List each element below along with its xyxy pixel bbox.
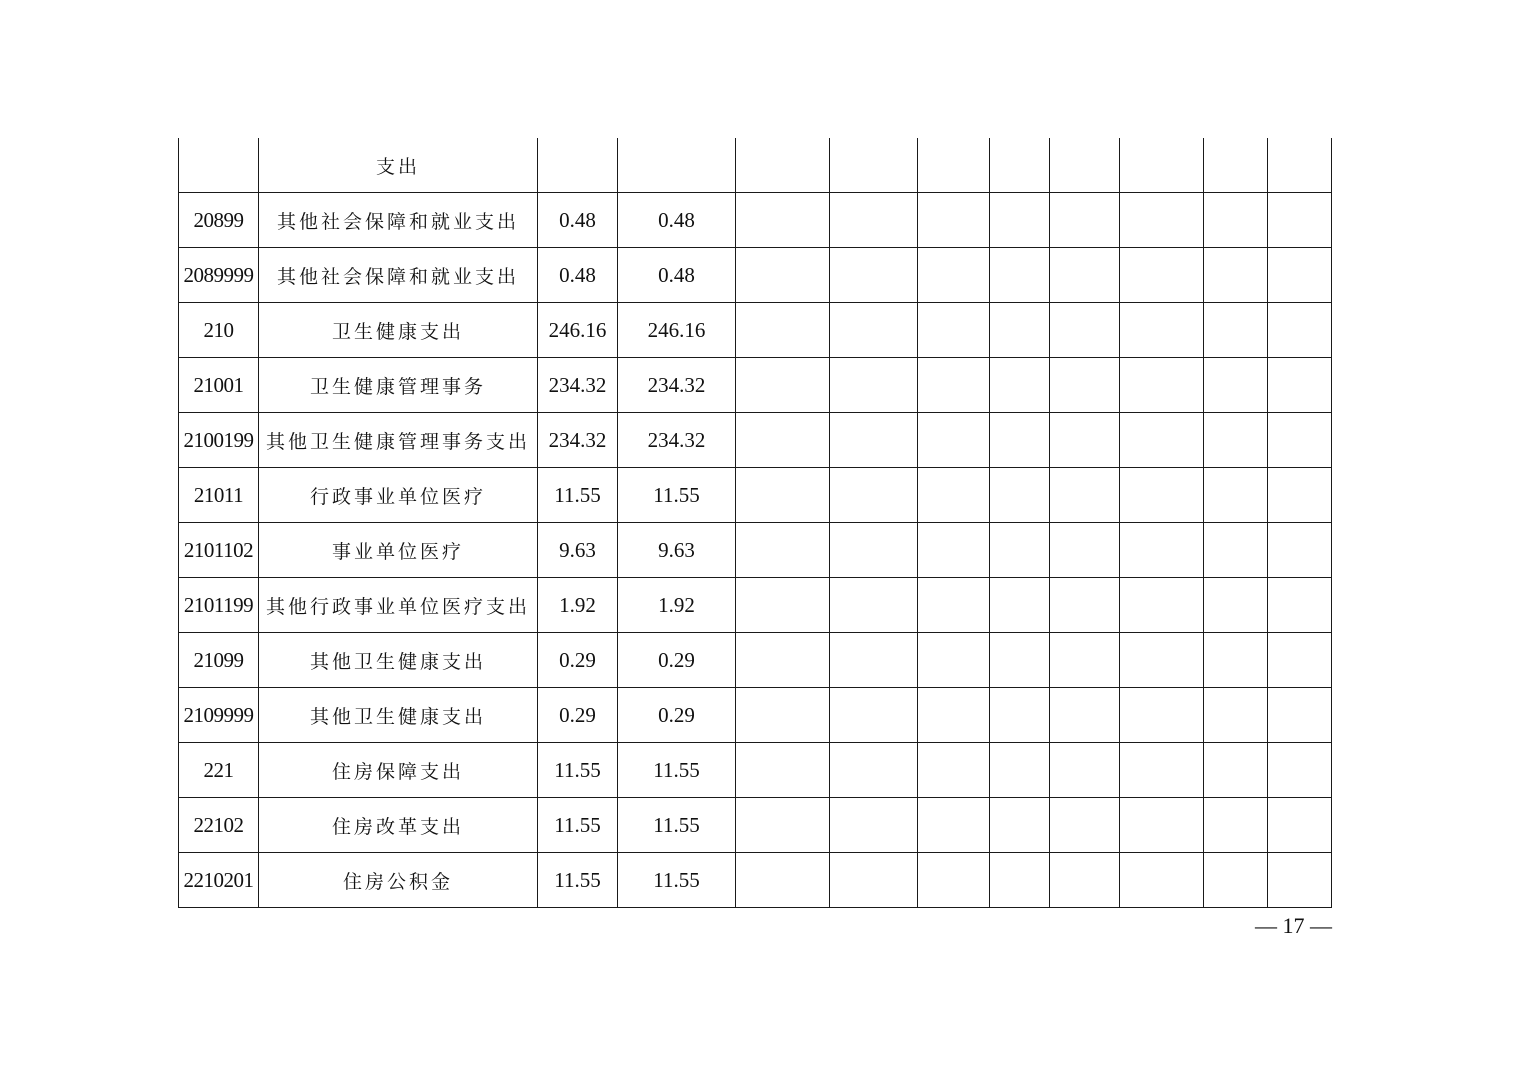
basic-expenditure-cell: 0.48 <box>618 248 736 303</box>
empty-cell <box>1204 358 1268 413</box>
subject-name-cell: 其他卫生健康管理事务支出 <box>259 413 538 468</box>
empty-cell <box>1268 138 1332 193</box>
basic-expenditure-cell: 1.92 <box>618 578 736 633</box>
basic-expenditure-cell: 11.55 <box>618 468 736 523</box>
empty-cell <box>1050 248 1120 303</box>
empty-cell <box>736 523 830 578</box>
subject-name-cell: 行政事业单位医疗 <box>259 468 538 523</box>
subject-code-cell: 2089999 <box>179 248 259 303</box>
table-row <box>179 193 1332 248</box>
empty-cell <box>1120 688 1204 743</box>
empty-cell <box>1204 798 1268 853</box>
empty-cell <box>1204 468 1268 523</box>
empty-cell <box>918 413 990 468</box>
basic-expenditure-cell: 9.63 <box>618 523 736 578</box>
empty-cell <box>1268 853 1332 908</box>
basic-expenditure-cell: 234.32 <box>618 413 736 468</box>
empty-cell <box>918 303 990 358</box>
subject-code-cell <box>179 138 259 193</box>
empty-cell <box>1120 743 1204 798</box>
empty-cell <box>990 578 1050 633</box>
subject-name-cell: 其他社会保障和就业支出 <box>259 193 538 248</box>
empty-cell <box>1050 633 1120 688</box>
basic-expenditure-cell: 0.48 <box>618 193 736 248</box>
total-amount-cell <box>538 138 618 193</box>
subject-code-cell: 221 <box>179 743 259 798</box>
basic-expenditure-cell: 0.29 <box>618 688 736 743</box>
empty-cell <box>736 193 830 248</box>
empty-cell <box>1204 853 1268 908</box>
subject-code-cell: 21001 <box>179 358 259 413</box>
empty-cell <box>1120 138 1204 193</box>
empty-cell <box>830 523 918 578</box>
empty-cell <box>1120 303 1204 358</box>
total-amount-cell: 0.29 <box>538 633 618 688</box>
total-amount-cell: 0.48 <box>538 193 618 248</box>
empty-cell <box>1204 138 1268 193</box>
empty-cell <box>736 303 830 358</box>
empty-cell <box>918 138 990 193</box>
empty-cell <box>1050 138 1120 193</box>
empty-cell <box>736 688 830 743</box>
empty-cell <box>1050 193 1120 248</box>
empty-cell <box>918 193 990 248</box>
empty-cell <box>1204 413 1268 468</box>
empty-cell <box>830 743 918 798</box>
empty-cell <box>990 358 1050 413</box>
subject-name-cell: 卫生健康支出 <box>259 303 538 358</box>
empty-cell <box>1050 468 1120 523</box>
empty-cell <box>1268 468 1332 523</box>
empty-cell <box>1268 193 1332 248</box>
basic-expenditure-cell: 0.29 <box>618 633 736 688</box>
empty-cell <box>990 853 1050 908</box>
empty-cell <box>1120 468 1204 523</box>
subject-code-cell: 2101102 <box>179 523 259 578</box>
empty-cell <box>1268 358 1332 413</box>
empty-cell <box>1050 303 1120 358</box>
total-amount-cell: 1.92 <box>538 578 618 633</box>
empty-cell <box>1268 248 1332 303</box>
empty-cell <box>830 193 918 248</box>
subject-name-cell: 住房公积金 <box>259 853 538 908</box>
empty-cell <box>990 413 1050 468</box>
subject-name-cell: 其他卫生健康支出 <box>259 688 538 743</box>
empty-cell <box>990 303 1050 358</box>
empty-cell <box>736 468 830 523</box>
empty-cell <box>830 303 918 358</box>
empty-cell <box>918 578 990 633</box>
total-amount-cell: 234.32 <box>538 413 618 468</box>
empty-cell <box>736 413 830 468</box>
empty-cell <box>736 358 830 413</box>
total-amount-cell: 9.63 <box>538 523 618 578</box>
empty-cell <box>1050 523 1120 578</box>
empty-cell <box>830 248 918 303</box>
empty-cell <box>1120 523 1204 578</box>
subject-code-cell: 2100199 <box>179 413 259 468</box>
empty-cell <box>1120 578 1204 633</box>
empty-cell <box>736 138 830 193</box>
subject-code-cell: 2109999 <box>179 688 259 743</box>
subject-name-cell: 卫生健康管理事务 <box>259 358 538 413</box>
basic-expenditure-cell: 246.16 <box>618 303 736 358</box>
empty-cell <box>1268 303 1332 358</box>
empty-cell <box>830 138 918 193</box>
empty-cell <box>1268 633 1332 688</box>
empty-cell <box>736 743 830 798</box>
empty-cell <box>1050 578 1120 633</box>
total-amount-cell: 246.16 <box>538 303 618 358</box>
table-row <box>179 688 1332 743</box>
empty-cell <box>1268 413 1332 468</box>
total-amount-cell: 11.55 <box>538 468 618 523</box>
empty-cell <box>736 853 830 908</box>
empty-cell <box>1120 853 1204 908</box>
table-row <box>179 138 1332 193</box>
empty-cell <box>1050 743 1120 798</box>
empty-cell <box>1204 248 1268 303</box>
empty-cell <box>1120 413 1204 468</box>
subject-code-cell: 210 <box>179 303 259 358</box>
empty-cell <box>830 633 918 688</box>
empty-cell <box>830 468 918 523</box>
empty-cell <box>1204 633 1268 688</box>
empty-cell <box>1050 688 1120 743</box>
table-row <box>179 303 1332 358</box>
subject-code-cell: 21099 <box>179 633 259 688</box>
empty-cell <box>830 853 918 908</box>
empty-cell <box>736 798 830 853</box>
empty-cell <box>918 523 990 578</box>
empty-cell <box>918 688 990 743</box>
empty-cell <box>830 578 918 633</box>
empty-cell <box>1204 193 1268 248</box>
table-body <box>179 138 1332 908</box>
empty-cell <box>1050 853 1120 908</box>
empty-cell <box>830 413 918 468</box>
subject-name-cell: 其他卫生健康支出 <box>259 633 538 688</box>
empty-cell <box>1268 688 1332 743</box>
empty-cell <box>990 523 1050 578</box>
table-row <box>179 798 1332 853</box>
empty-cell <box>918 743 990 798</box>
empty-cell <box>1120 358 1204 413</box>
basic-expenditure-cell: 234.32 <box>618 358 736 413</box>
empty-cell <box>1120 248 1204 303</box>
empty-cell <box>918 798 990 853</box>
subject-name-cell: 支出 <box>259 138 538 193</box>
total-amount-cell: 0.29 <box>538 688 618 743</box>
subject-name-cell: 住房改革支出 <box>259 798 538 853</box>
empty-cell <box>990 633 1050 688</box>
empty-cell <box>1204 688 1268 743</box>
empty-cell <box>1050 798 1120 853</box>
subject-name-cell: 其他行政事业单位医疗支出 <box>259 578 538 633</box>
table-row <box>179 633 1332 688</box>
empty-cell <box>1268 798 1332 853</box>
empty-cell <box>990 138 1050 193</box>
empty-cell <box>736 248 830 303</box>
table-row <box>179 413 1332 468</box>
subject-name-cell: 其他社会保障和就业支出 <box>259 248 538 303</box>
empty-cell <box>1120 633 1204 688</box>
empty-cell <box>918 633 990 688</box>
table-row <box>179 743 1332 798</box>
empty-cell <box>918 853 990 908</box>
subject-code-cell: 2210201 <box>179 853 259 908</box>
subject-name-cell: 事业单位医疗 <box>259 523 538 578</box>
empty-cell <box>1050 358 1120 413</box>
total-amount-cell: 11.55 <box>538 743 618 798</box>
empty-cell <box>1120 798 1204 853</box>
empty-cell <box>990 193 1050 248</box>
subject-code-cell: 22102 <box>179 798 259 853</box>
budget-table <box>178 138 1332 908</box>
empty-cell <box>830 798 918 853</box>
empty-cell <box>918 468 990 523</box>
subject-code-cell: 21011 <box>179 468 259 523</box>
empty-cell <box>1204 578 1268 633</box>
table-row <box>179 523 1332 578</box>
table-row <box>179 358 1332 413</box>
empty-cell <box>990 798 1050 853</box>
empty-cell <box>1268 578 1332 633</box>
total-amount-cell: 234.32 <box>538 358 618 413</box>
subject-name-cell: 住房保障支出 <box>259 743 538 798</box>
total-amount-cell: 0.48 <box>538 248 618 303</box>
empty-cell <box>736 633 830 688</box>
empty-cell <box>990 688 1050 743</box>
empty-cell <box>830 358 918 413</box>
empty-cell <box>1268 743 1332 798</box>
empty-cell <box>1120 193 1204 248</box>
empty-cell <box>1204 523 1268 578</box>
basic-expenditure-cell: 11.55 <box>618 853 736 908</box>
total-amount-cell: 11.55 <box>538 853 618 908</box>
empty-cell <box>1268 523 1332 578</box>
empty-cell <box>918 248 990 303</box>
table-row <box>179 248 1332 303</box>
empty-cell <box>990 248 1050 303</box>
table-row <box>179 578 1332 633</box>
page-number: — 17 — <box>1255 913 1332 938</box>
empty-cell <box>830 688 918 743</box>
empty-cell <box>1204 743 1268 798</box>
empty-cell <box>736 578 830 633</box>
table-row <box>179 468 1332 523</box>
basic-expenditure-cell: 11.55 <box>618 743 736 798</box>
empty-cell <box>918 358 990 413</box>
basic-expenditure-cell: 11.55 <box>618 798 736 853</box>
subject-code-cell: 20899 <box>179 193 259 248</box>
empty-cell <box>1050 413 1120 468</box>
empty-cell <box>990 743 1050 798</box>
basic-expenditure-cell <box>618 138 736 193</box>
table-row <box>179 853 1332 908</box>
subject-code-cell: 2101199 <box>179 578 259 633</box>
total-amount-cell: 11.55 <box>538 798 618 853</box>
empty-cell <box>990 468 1050 523</box>
empty-cell <box>1204 303 1268 358</box>
